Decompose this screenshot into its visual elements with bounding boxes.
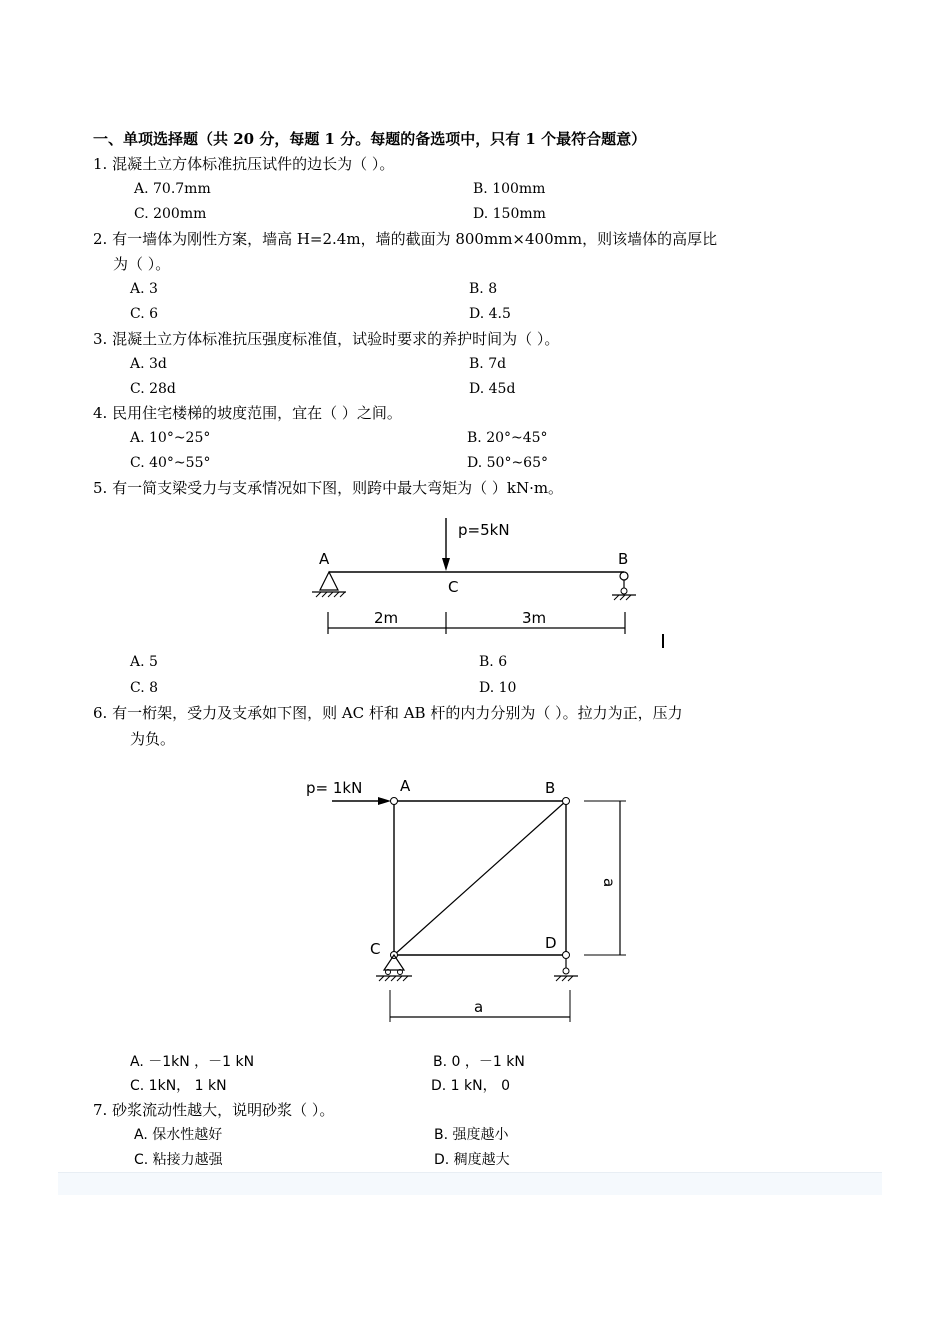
load-label: p=5kN [458,521,510,539]
truss-node-b-label: B [545,779,556,797]
question-6-option-c: C. 1kN， 1 kN [130,1078,227,1094]
span-left-label: 2m [374,609,399,627]
question-1-stem: 1. 混凝土立方体标准抗压试件的边长为（ ）。 [93,155,395,173]
question-2-option-c: C. 6 [130,306,159,322]
question-1-option-c: C. 200mm [134,206,207,222]
load-arrow-head [442,558,450,571]
truss-load-label: p= 1kN [306,779,363,797]
question-7-option-a: A. 保水性越好 [134,1127,223,1143]
question-5-option-c: C. 8 [130,680,159,696]
question-3-stem: 3. 混凝土立方体标准抗压强度标准值，试验时要求的养护时间为（ ）。 [93,330,560,348]
question-2-option-b: B. 8 [469,281,498,297]
dimension-bottom-label: a [474,998,484,1016]
question-5-option-d: D. 10 [479,680,517,696]
truss-node-a-label: A [400,777,411,795]
truss-node-c-label: C [370,940,381,958]
question-5-stem: 5. 有一简支梁受力与支承情况如下图，则跨中最大弯矩为（ ）kN·m。 [93,479,564,497]
question-4-option-a: A. 10°~25° [130,430,211,446]
question-4-option-d: D. 50°~65° [467,455,548,471]
question-2-stem: 2. 有一墙体为刚性方案，墙高 H=2.4m，墙的截面为 800mm×400mm，则该墙体的高厚比 [93,230,718,248]
question-4-stem: 4. 民用住宅楼梯的坡度范围，宜在（ ）之间。 [93,404,402,422]
question-5-option-a: A. 5 [130,654,158,670]
truss-roller-support-d-icon [554,959,578,981]
question-3-option-c: C. 28d [130,381,176,397]
truss-node-d-label: D [545,934,557,952]
footer-band [58,1172,882,1195]
truss-load-arrow-head [378,797,391,805]
question-4-option-b: B. 20°~45° [467,430,548,446]
pin-support-a-icon [312,572,346,597]
question-3-option-a: A. 3d [130,356,167,372]
truss-diagram [306,777,626,1022]
question-7-option-b: B. 强度越小 [434,1127,509,1143]
question-2-option-a: A. 3 [130,281,158,297]
dimension-right-label: a [600,878,618,888]
question-6-option-b: B. 0 ，－1 kN [433,1054,525,1070]
question-4-option-c: C. 40°~55° [130,455,211,471]
question-7-stem: 7. 砂浆流动性越大，说明砂浆（ ）。 [93,1101,335,1119]
question-1-option-b: B. 100mm [473,181,546,197]
question-2-stem-continued: 为（ ）。 [113,255,171,273]
node-b-label: B [618,550,629,568]
member-cb [394,801,566,955]
question-5-option-b: B. 6 [479,654,508,670]
section-title: 一、单项选择题（共 20 分，每题 1 分。每题的备选项中，只有 1 个最符合题意） [93,130,647,148]
question-7-option-d: D. 稠度越大 [434,1152,510,1168]
span-right-label: 3m [522,609,547,627]
question-2-option-d: D. 4.5 [469,306,511,322]
node-a-label: A [319,550,330,568]
question-1-option-d: D. 150mm [473,206,546,222]
question-3-option-b: B. 7d [469,356,507,372]
joint-b-icon [563,798,570,805]
question-6-option-a: A. －1kN ，－1 kN [130,1054,255,1070]
roller-support-b-icon [612,572,636,600]
question-7-option-c: C. 粘接力越强 [134,1152,223,1168]
node-c-label: C [448,578,459,596]
joint-d-icon [563,952,570,959]
question-6-stem: 6. 有一桁架，受力及支承如下图，则 AC 杆和 AB 杆的内力分别为（ ）。拉力为正，压力 [93,704,683,722]
question-6-option-d: D. 1 kN， 0 [431,1078,510,1094]
question-1-option-a: A. 70.7mm [134,181,211,197]
joint-a-icon [391,798,398,805]
question-6-stem-continued: 为负。 [130,730,176,748]
question-3-option-d: D. 45d [469,381,516,397]
